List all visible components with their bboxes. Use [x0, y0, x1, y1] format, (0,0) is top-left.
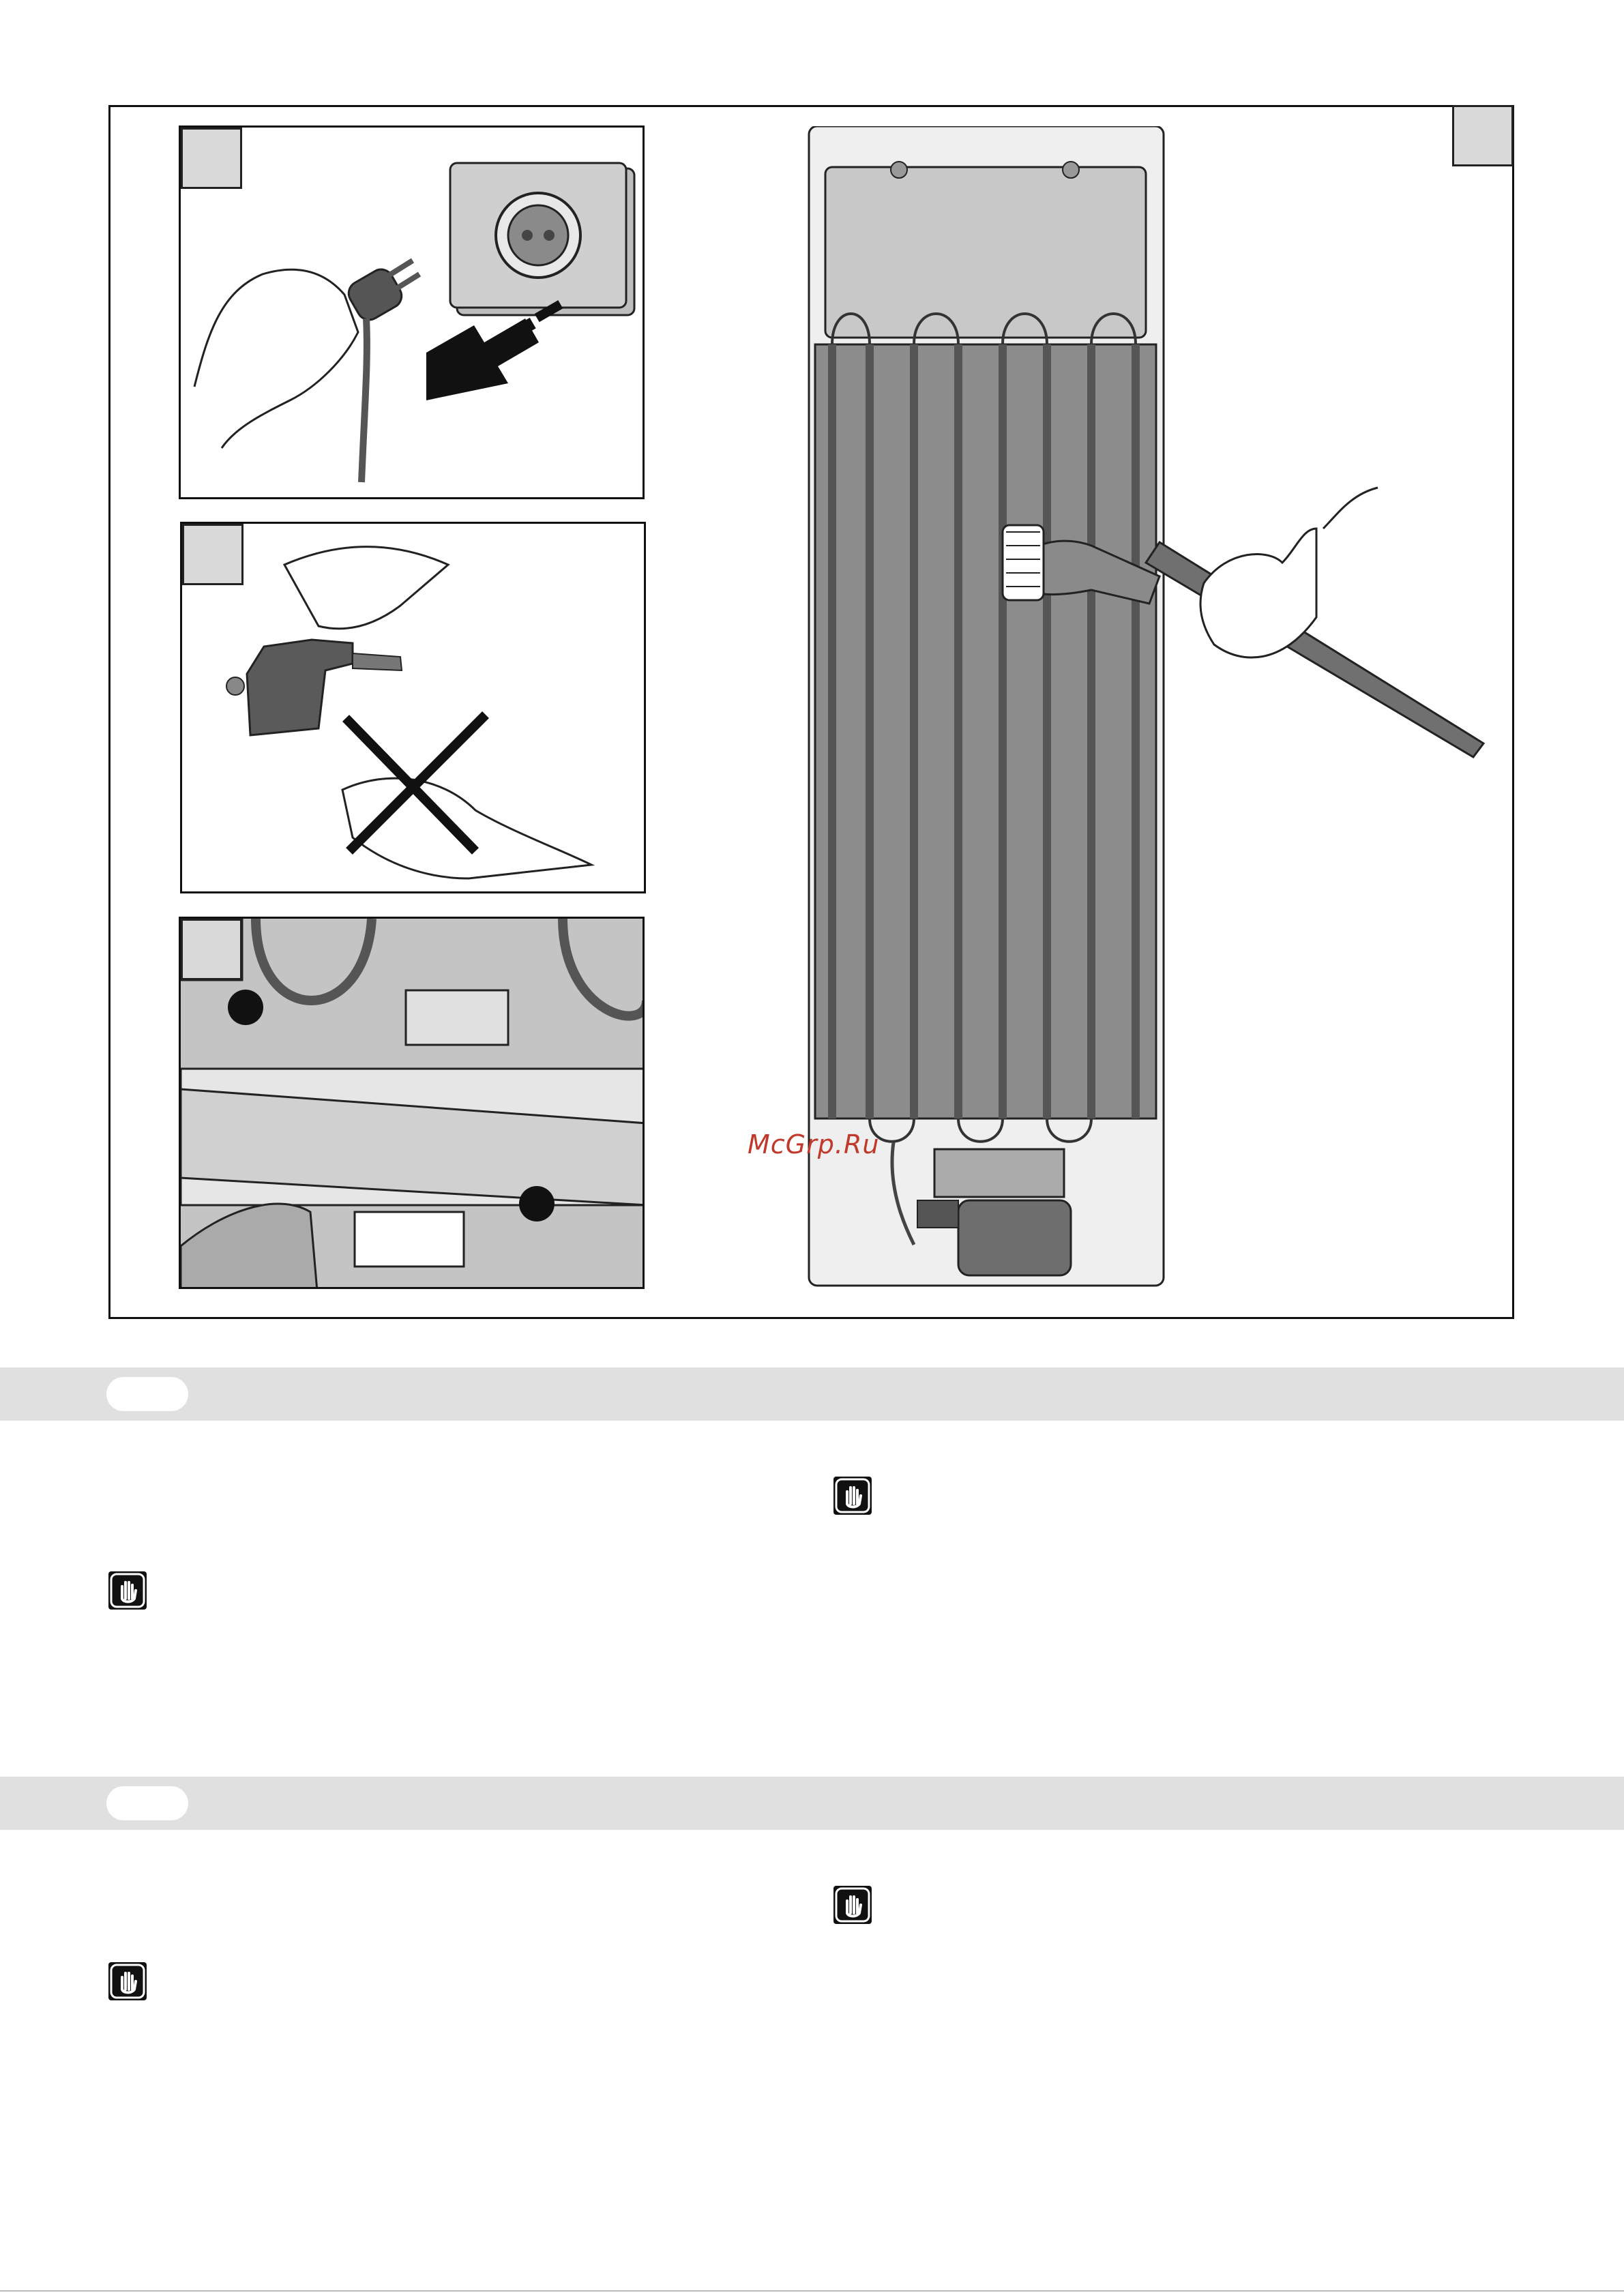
step-badge-vacuum: [1452, 105, 1514, 166]
panel-unplug: [179, 125, 645, 499]
warning-hand-icon: [833, 1886, 872, 1924]
bottom-rule: [0, 2290, 1624, 2292]
vacuum-brush-icon: [805, 126, 1494, 1292]
step-badge: [182, 524, 243, 585]
warning-hand-icon: [833, 1477, 872, 1515]
plug-unplug-icon: [181, 128, 645, 499]
step-badge: [181, 919, 242, 980]
language-pill: [106, 1786, 188, 1820]
drain-tray-icon: [181, 919, 645, 1289]
panel-no-water: [180, 522, 646, 893]
panel-drain-tray: [179, 917, 645, 1289]
warning-hand-icon: [108, 1962, 147, 2000]
language-pill: [106, 1377, 188, 1411]
watermark: McGrp.Ru: [748, 1129, 880, 1159]
warning-hand-icon: [108, 1571, 147, 1610]
step-badge: [181, 128, 242, 189]
section-header-band: [0, 1367, 1624, 1421]
section-header-band: [0, 1777, 1624, 1830]
no-wet-hands-icon: [182, 524, 646, 893]
